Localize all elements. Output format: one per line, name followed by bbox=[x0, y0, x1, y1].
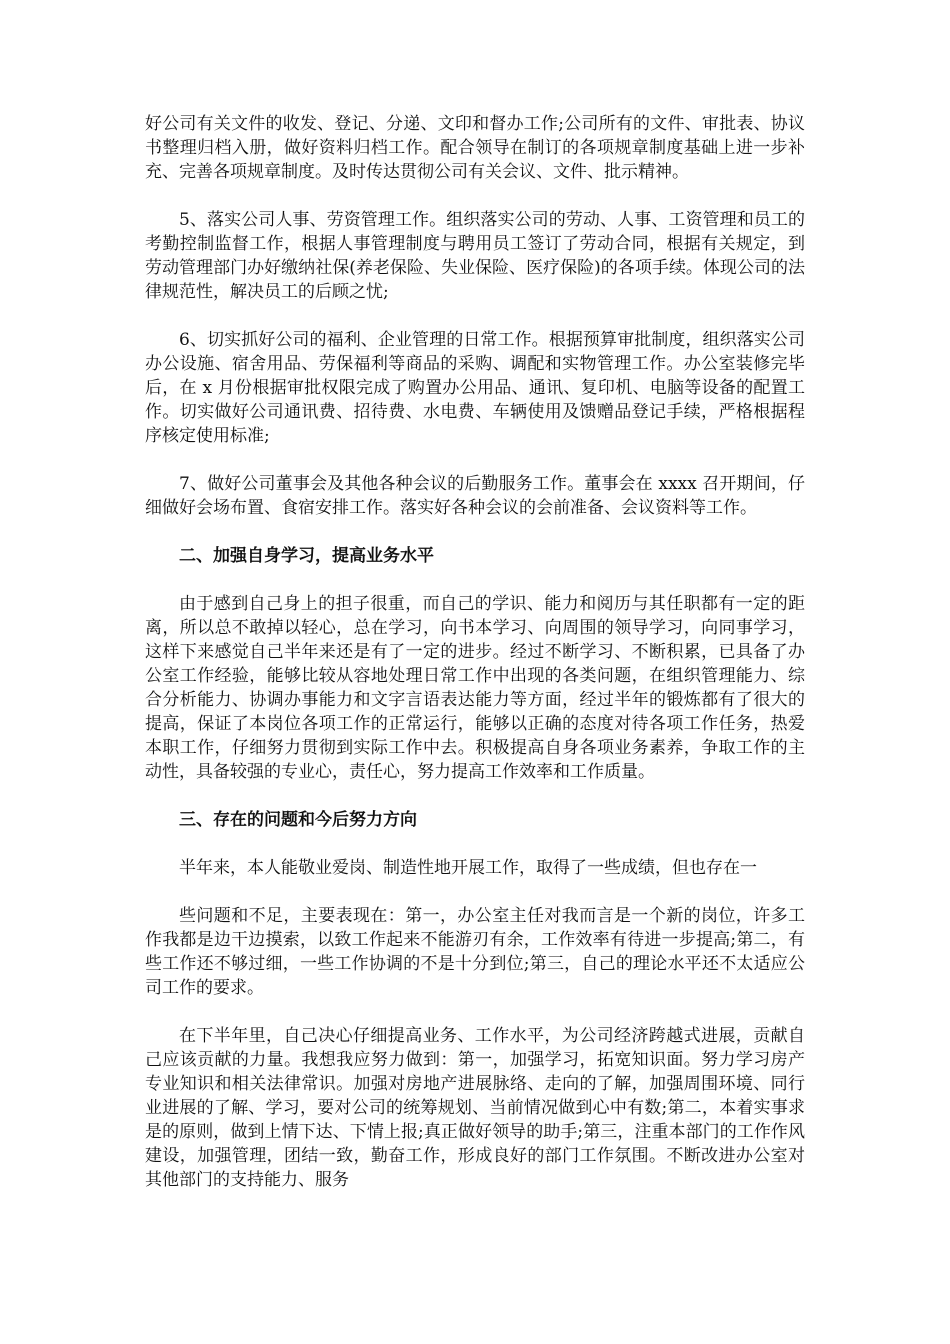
paragraph-board-meeting-service: 7、做好公司董事会及其他各种会议的后勤服务工作。董事会在 xxxx 召开期间，仔细做好会场布置、食宿安排工作。落实好各种会议的会前准备、会议资料等工作。 bbox=[145, 474, 805, 518]
paragraph-welfare-management: 6、切实抓好公司的福利、企业管理的日常工作。根据预算审批制度，组织落实公司办公设施、宿舍用品、劳保福利等商品的采购、调配和实物管理工作。办公室装修完毕后，在 x 月份根据审批权限完成了购置办公用品、通讯、复印机、电脑等设备的配置工作。切实做好公司通讯费、招待费、水电费、车辆使用及馈赠品登记手续，严格根据程序核定使用标准; bbox=[145, 330, 805, 446]
section-heading-problems: 三、存在的问题和今后努力方向 bbox=[179, 810, 417, 830]
paragraph-personnel-management: 5、落实公司人事、劳资管理工作。组织落实公司的劳动、人事、工资管理和员工的考勤控制监督工作，根据人事管理制度与聘用员工签订了劳动合同，根据有关规定，到劳动管理部门办好缴纳社保(养老保险、失业保险、医疗保险)的各项手续。体现公司的法律规范性，解决员工的后顾之忧; bbox=[145, 210, 805, 302]
paragraph-self-study: 由于感到自己身上的担子很重，而自己的学识、能力和阅历与其任职都有一定的距离，所以总不敢掉以轻心，总在学习，向书本学习、向周围的领导学习，向同事学习，这样下来感觉自己半年来还是有了一定的进步。经过不断学习、不断积累，已具备了办公室工作经验，能够比较从容地处理日常工作中出现的各类问题，在组织管理能力、综合分析能力、协调办事能力和文字言语表达能力等方面，经过半年的锻炼都有了很大的提高，保证了本岗位各项工作的正常运行，能够以正确的态度对待各项工作任务，热爱本职工作，仔细努力贯彻到实际工作中去。积极提高自身各项业务素养，争取工作的主动性，具备较强的专业心，责任心，努力提高工作效率和工作质量。 bbox=[145, 594, 805, 782]
paragraph-half-year-summary: 半年来，本人能敬业爱岗、制造性地开展工作，取得了一些成绩，但也存在一 bbox=[179, 858, 757, 878]
paragraph-filing-work: 好公司有关文件的收发、登记、分递、文印和督办工作;公司所有的文件、审批表、协议书整理归档入册，做好资料归档工作。配合领导在制订的各项规章制度基础上进一步补充、完善各项规章制度。及时传达贯彻公司有关会议、文件、批示精神。 bbox=[145, 114, 805, 182]
document-body bbox=[145, 112, 805, 1216]
paragraph-future-plans: 在下半年里，自己决心仔细提高业务、工作水平，为公司经济跨越式进展，贡献自己应该贡献的力量。我想我应努力做到：第一，加强学习，拓宽知识面。努力学习房产专业知识和相关法律常识。加强对房地产进展脉络、走向的了解，加强周围环境、同行业进展的了解、学习，要对公司的统筹规划、当前情况做到心中有数;第二，本着实事求是的原则，做到上情下达、下情上报;真正做好领导的助手;第三，注重本部门的工作作风建设，加强管理，团结一致，勤奋工作，形成良好的部门工作氛围。不断改进办公室对其他部门的支持能力、服务 bbox=[145, 1026, 805, 1190]
paragraph-shortcomings: 些问题和不足，主要表现在：第一，办公室主任对我而言是一个新的岗位，许多工作我都是边干边摸索，以致工作起来不能游刃有余，工作效率有待进一步提高;第二，有些工作还不够过细，一些工作协调的不是十分到位;第三，自己的理论水平还不太适应公司工作的要求。 bbox=[145, 906, 805, 998]
section-heading-self-study: 二、加强自身学习，提高业务水平 bbox=[179, 546, 434, 566]
